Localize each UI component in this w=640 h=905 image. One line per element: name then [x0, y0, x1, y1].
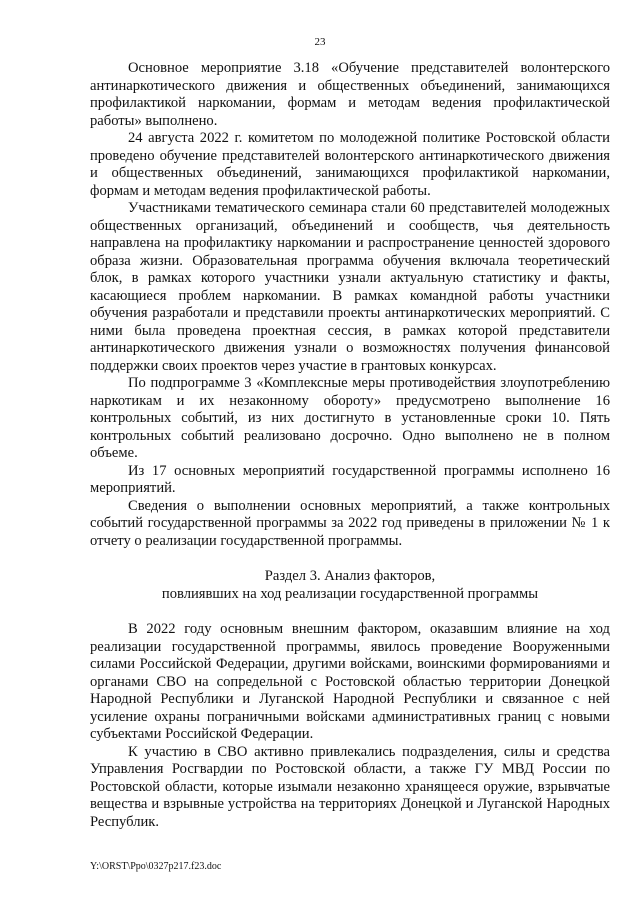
page-number: 23 — [314, 36, 326, 48]
paragraph: По подпрограмме 3 «Комплексные меры противодействия злоупотреблению наркотикам и их незаконному обороту» предусмотрено выполнение 16 контрольных событий, из них достигнуто в установленные сроки 10. Пять контрольных событий реализовано досрочно. Одно выполнено не в полном объеме. — [90, 375, 610, 461]
paragraph: Основное мероприятие 3.18 «Обучение представителей волонтерского антинаркотического движения и общественных объединений, занимающихся профилактикой наркомании, формам и методам ведения профилактической работы» выполнено. — [90, 60, 610, 129]
paragraph: В 2022 году основным внешним фактором, оказавшим влияние на ход реализации государственной программы, явилось проведение Вооруженными силами Российской Федерации, другими войсками, воинскими формированиями и органами СВО на сопредельной с Ростовской областью территории Донецкой Народной Республики и Луганской Народной Республики и связанное с ней усиление охраны пограничными войсками административных границ с новыми субъектами Российской Федерации. — [90, 621, 610, 742]
paragraph: Участниками тематического семинара стали 60 представителей молодежных общественных организаций, объединений и сообществ, чья деятельность направлена на профилактику наркомании и распространение ценностей здорового образа жизни. Образовательная программа обучения включала теоретический блок, в рамках которого участники узнали актуальную статистику и факты, касающиеся проблем наркомании. В рамках командной работы участники обучения разработали и представили проекты антинаркотических мероприятий. С ними была проведена проектная сессия, в рамках которой представители антинаркотического движения узнали о возможностях получения финансовой поддержки своих проектов через участие в грантовых конкурсах. — [90, 200, 610, 374]
document-body — [90, 60, 610, 831]
paragraph: Сведения о выполнении основных мероприятий, а также контрольных событий государственной программы за 2022 год приведены в приложении № 1 к отчету о реализации государственной программы. — [90, 497, 610, 549]
section-heading — [90, 568, 610, 603]
paragraph: 24 августа 2022 г. комитетом по молодежной политике Ростовской области проведено обучение представителей волонтерского антинаркотического движения и общественных объединений, занимающихся профилактикой наркомании, формам и методам ведения профилактической работы. — [90, 130, 610, 199]
file-path-footer: Y:\ORST\Ppo\0327p217.f23.doc — [90, 861, 222, 872]
section-heading-line-2: повлиявших на ход реализации государственной программы — [161, 585, 539, 602]
section-heading-line-1: Раздел 3. Анализ факторов, — [264, 568, 436, 584]
paragraph: К участию в СВО активно привлекались подразделения, силы и средства Управления Росгвардии по Ростовской области, а также ГУ МВД России по Ростовской области, которые изымали незаконно хранящееся оружие, взрывчатые вещества и взрывные устройства на территориях Донецкой и Луганской Народных Республик. — [90, 743, 610, 830]
paragraph: Из 17 основных мероприятий государственной программы исполнено 16 мероприятий. — [90, 462, 610, 496]
